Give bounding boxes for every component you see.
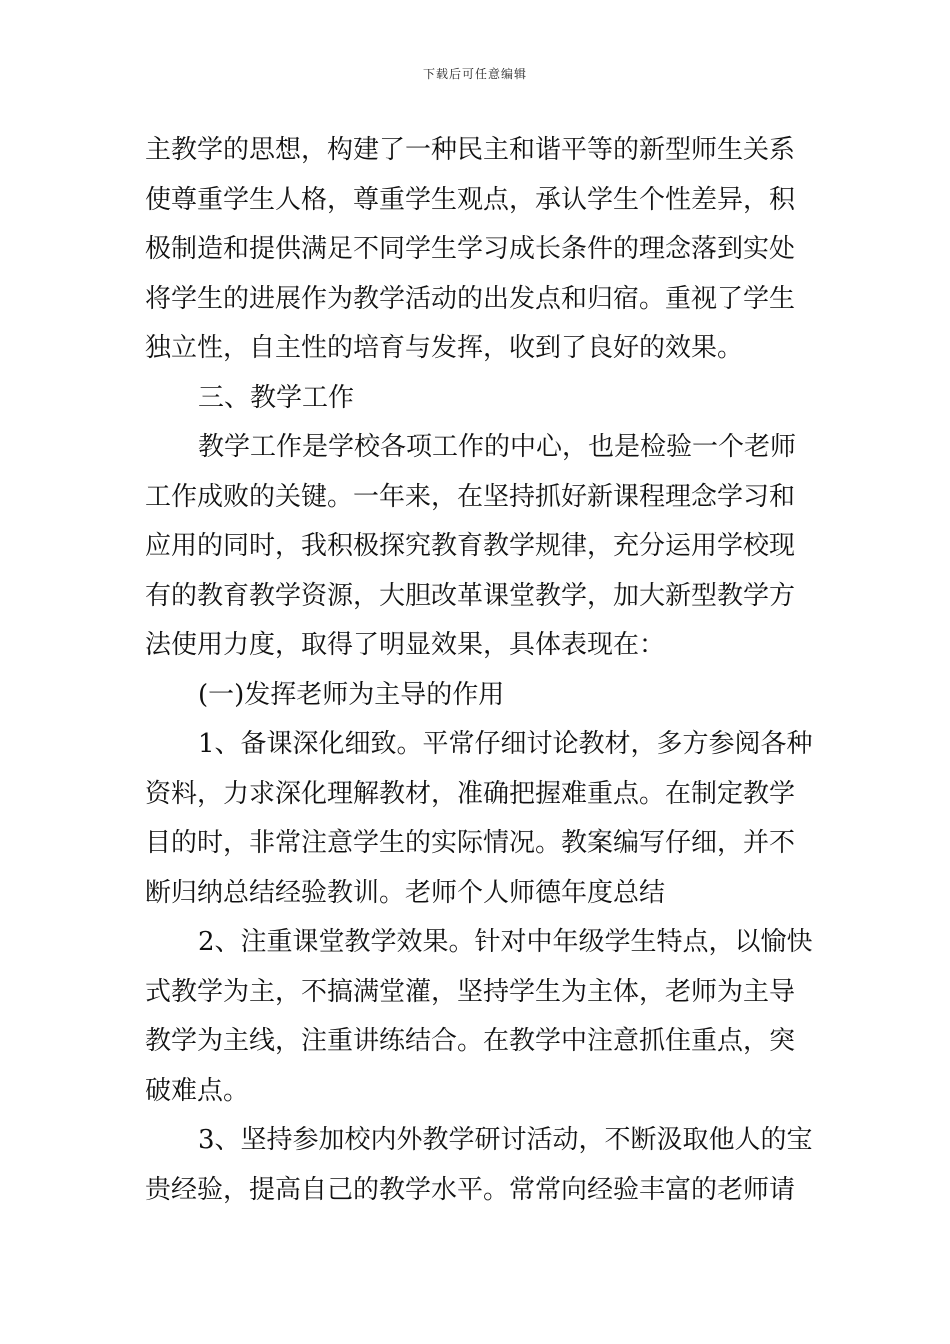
text-line: 工作成败的关键。一年来，在坚持抓好新课程理念学习和 xyxy=(145,481,796,512)
text-line: 3、坚持参加校内外教学研讨活动，不断汲取他人的宝 xyxy=(198,1125,813,1155)
document-body xyxy=(145,126,815,1215)
text-line: 教学为主线，注重讲练结合。在教学中注意抓住重点，突 xyxy=(145,1026,796,1056)
text-line: 2、注重课堂教学效果。针对中年级学生特点，以愉快 xyxy=(198,927,813,957)
text-line: 法使用力度，取得了明显效果，具体表现在： xyxy=(145,630,666,660)
text-line: 1、备课深化细致。平常仔细讨论教材，多方参阅各种 xyxy=(198,729,813,759)
text-line: 资料，力求深化理解教材，准确把握难重点。在制定教学 xyxy=(145,778,796,809)
text-line: 有的教育教学资源，大胆改革课堂教学，加大新型教学方 xyxy=(145,580,796,611)
text-line: 独立性，自主性的培育与发挥，收到了良好的效果。 xyxy=(145,333,744,363)
text-line: (一)发挥老师为主导的作用 xyxy=(198,679,505,710)
text-line: 使尊重学生人格，尊重学生观点，承认学生个性差异，积 xyxy=(145,184,796,215)
page-header: 下载后可任意编辑 xyxy=(422,67,527,81)
text-line: 教学工作是学校各项工作的中心，也是检验一个老师 xyxy=(198,432,797,462)
text-line: 主教学的思想，构建了一种民主和谐平等的新型师生关系 xyxy=(145,135,796,165)
text-line: 极制造和提供满足不同学生学习成长条件的理念落到实处 xyxy=(145,234,796,264)
text-line: 目的时，非常注意学生的实际情况。教案编写仔细，并不 xyxy=(145,828,796,858)
text-line: 式教学为主，不搞满堂灌，坚持学生为主体，老师为主导 xyxy=(145,976,796,1007)
text-line: 贵经验，提高自己的教学水平。常常向经验丰富的老师请 xyxy=(145,1174,796,1205)
text-line: 将学生的进展作为教学活动的出发点和归宿。重视了学生 xyxy=(145,283,796,314)
text-line: 应用的同时，我积极探究教育教学规律，充分运用学校现 xyxy=(145,531,796,561)
text-line: 三、教学工作 xyxy=(198,382,355,413)
text-line: 断归纳总结经验教训。老师个人师德年度总结 xyxy=(145,877,666,908)
text-line: 破难点。 xyxy=(145,1075,250,1106)
